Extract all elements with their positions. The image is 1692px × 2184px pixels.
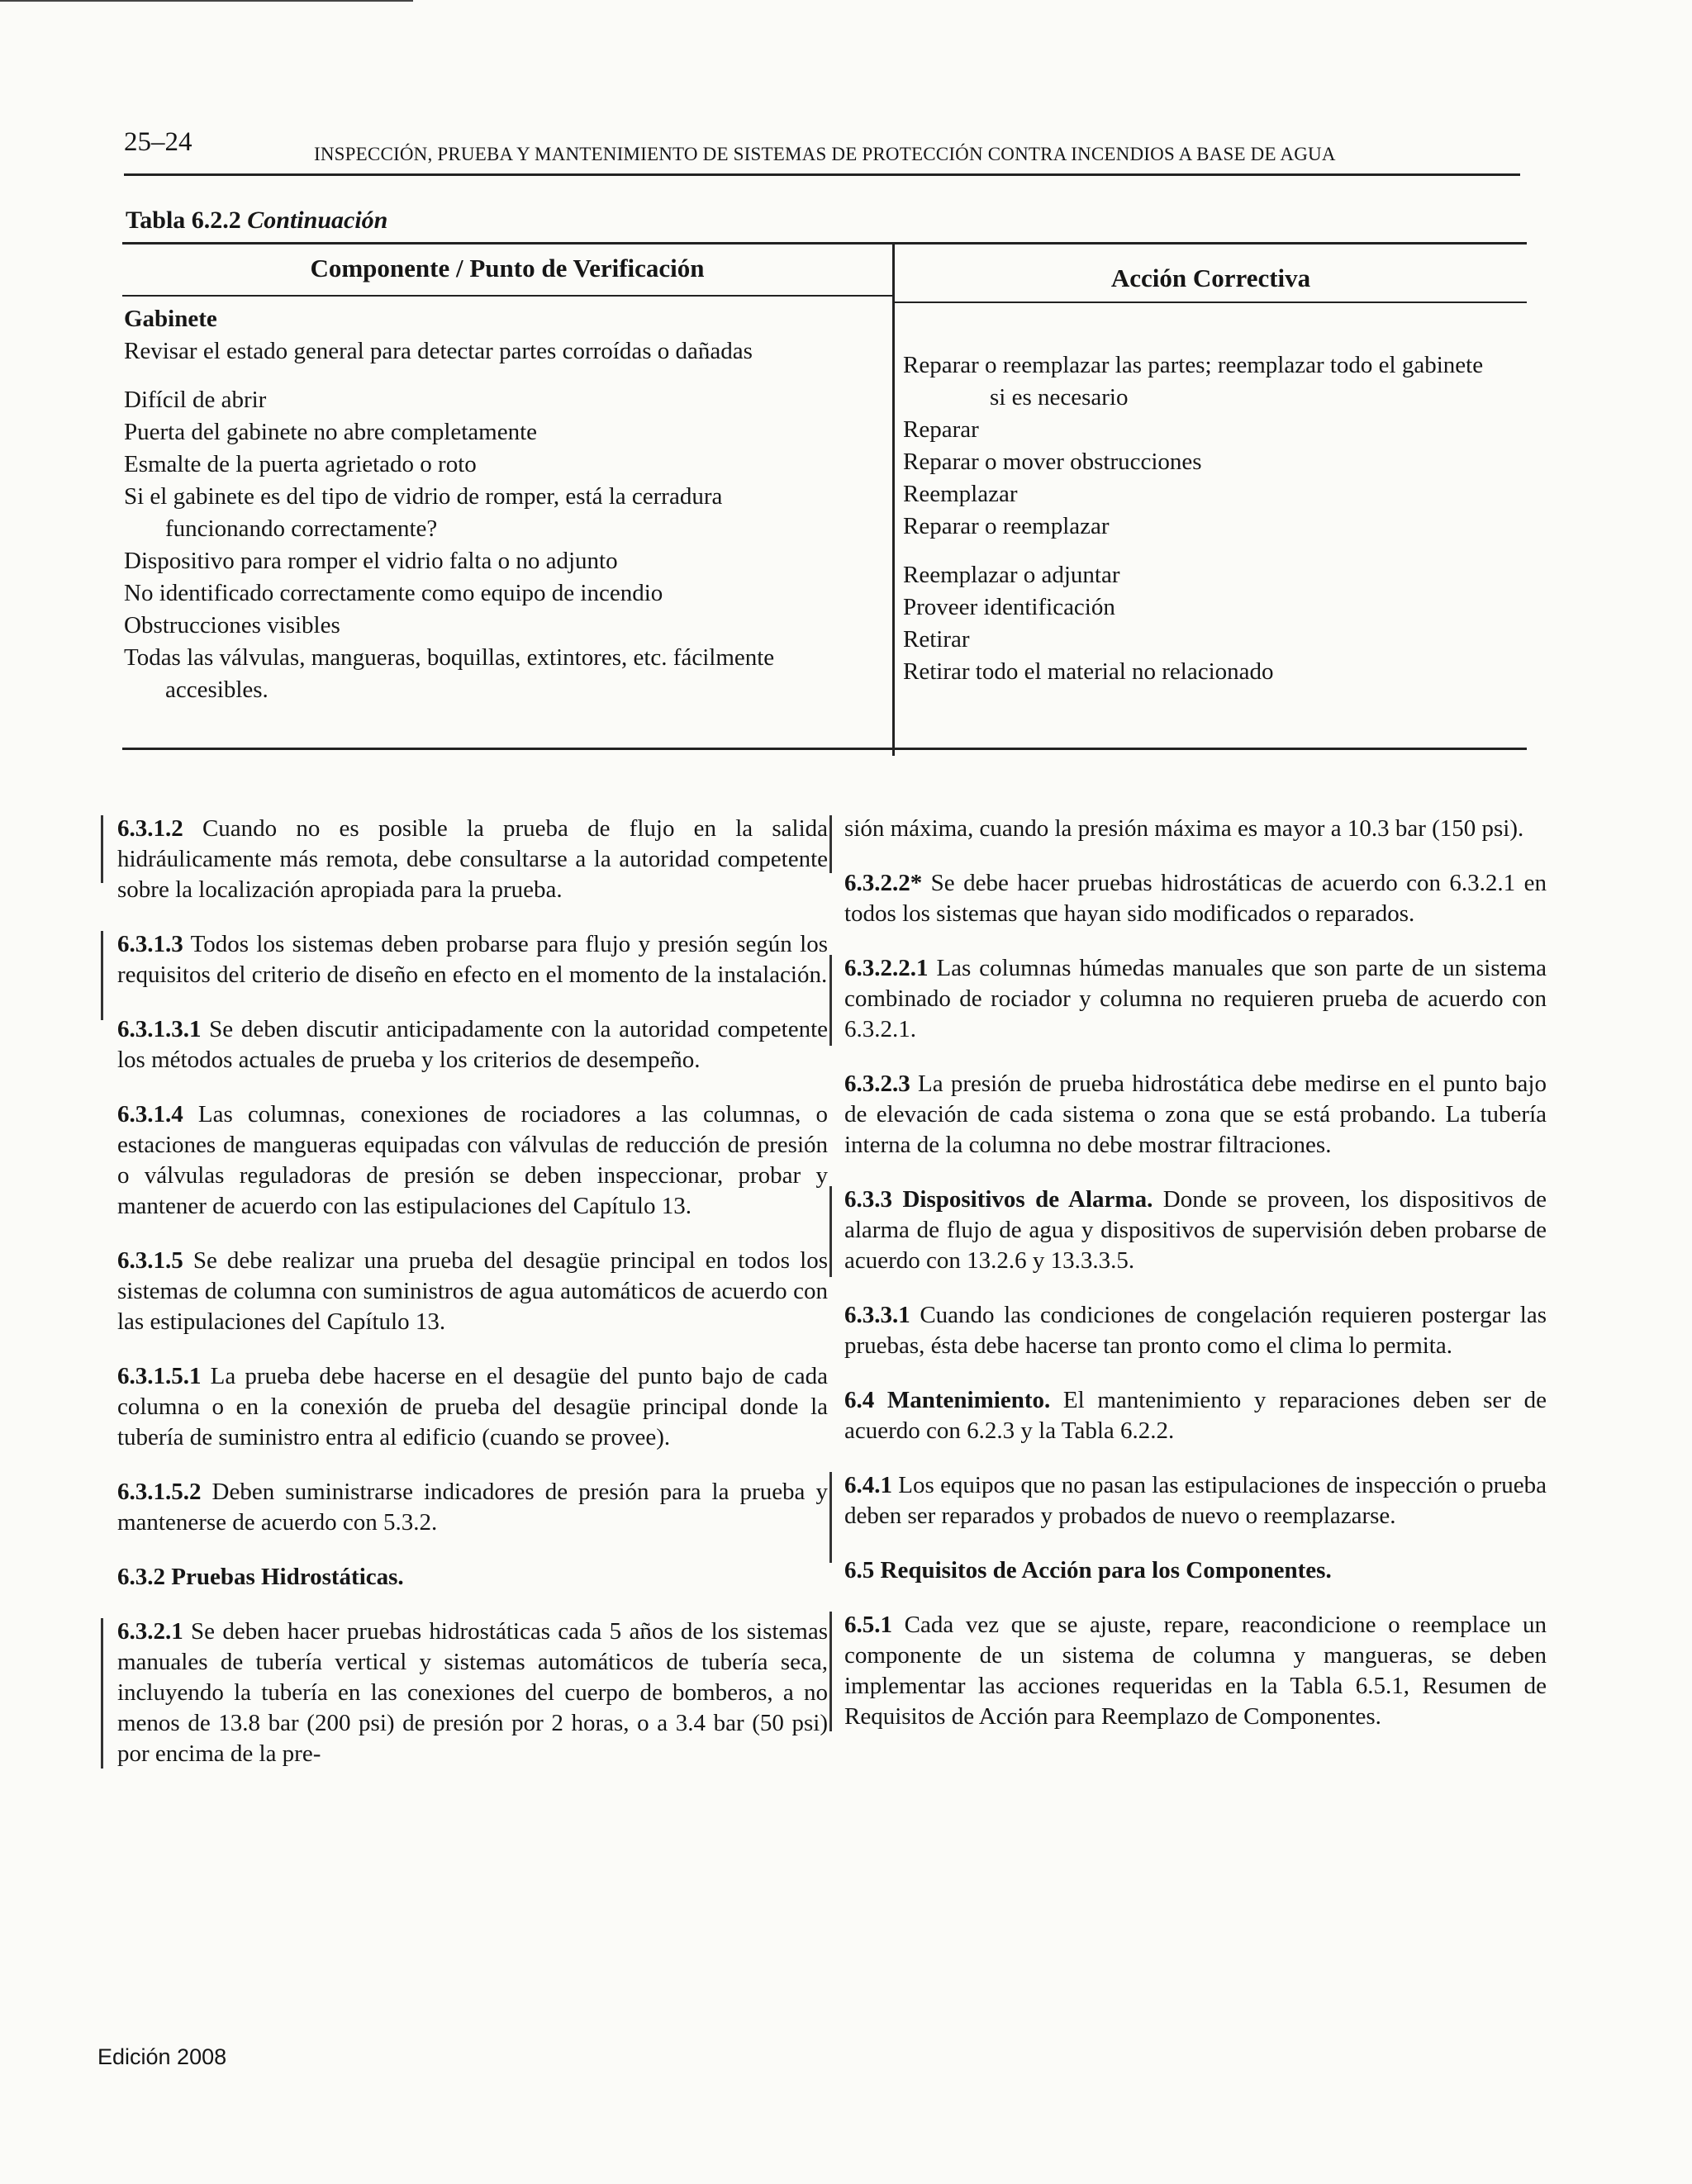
- change-bar: [101, 815, 103, 883]
- table-header-rule-right: [892, 301, 1527, 303]
- component-line: funcionando correctamente?: [165, 515, 438, 542]
- column-header-action: Acción Correctiva: [1110, 264, 1311, 292]
- table-column-divider: [892, 242, 895, 756]
- component-line: Si el gabinete es del tipo de vidrio de romper, está la cerradura: [124, 483, 723, 510]
- action-line: Reparar o reemplazar: [903, 513, 1110, 539]
- change-bar: [829, 1472, 832, 1563]
- edition-footer: Edición 2008: [97, 2044, 227, 2069]
- action-line: Reparar: [903, 416, 979, 443]
- change-bar: [101, 931, 103, 1020]
- paragraph-6-3-3-1: 6.3.3.1 Cuando las condiciones de congelación requieren postergar las pruebas, ésta debe hacerse tan pronto como el clima lo permita.: [844, 1302, 1547, 1359]
- column-header-component: Componente / Punto de Verificación: [310, 254, 705, 282]
- paragraph-6-4-1: 6.4.1 Los equipos que no pasan las estipulaciones de inspección o prueba deben ser reparados y probados de nuevo o reemplazarse.: [844, 1470, 1547, 1531]
- heading-6-3-2: 6.3.2 Pruebas Hidrostáticas.: [117, 1564, 404, 1590]
- action-cell: [903, 349, 1523, 688]
- page-number: 25–24: [124, 127, 192, 157]
- table-title-continuation: Continuación: [247, 207, 388, 234]
- paragraph-6-3-1-4: 6.3.1.4 Las columnas, conexiones de rociadores a las columnas, o estaciones de mangueras equipadas con válvulas de reducción de presión o válvulas reguladoras de presión se deben inspeccionar, probar y mantener de acuerdo con las estipulaciones del Capítulo 13.: [117, 1101, 828, 1219]
- paragraph-6-3-3: 6.3.3 Dispositivos de Alarma. Donde se proveen, los dispositivos de alarma de flujo de agua y dispositivos de supervisión deben probarse de acuerdo con 13.2.6 y 13.3.3.5.: [844, 1185, 1547, 1276]
- left-text-column: [106, 814, 828, 1793]
- change-bar: [829, 955, 832, 1046]
- paragraph-6-3-1-5-2: 6.3.1.5.2 Deben suministrarse indicadores de presión para la prueba y mantenerse de acuerdo con 5.3.2.: [117, 1479, 828, 1536]
- change-bar: [829, 1612, 832, 1731]
- inspection-table: [122, 242, 1527, 756]
- component-line: Dispositivo para romper el vidrio falta o no adjunto: [124, 548, 618, 574]
- action-line: Retirar: [903, 626, 970, 653]
- paragraph-6-3-1-5-1: 6.3.1.5.1 La prueba debe hacerse en el desagüe del punto bajo de cada columna o en la conexión de prueba del desagüe principal donde la tubería de suministro entra al edificio (cuando se provee).: [117, 1363, 828, 1450]
- running-title: INSPECCIÓN, PRUEBA Y MANTENIMIENTO DE SISTEMAS DE PROTECCIÓN CONTRA INCENDIOS A BASE DE AGUA: [314, 144, 1336, 164]
- paragraph-6-3-2-1: 6.3.2.1 Se deben hacer pruebas hidrostáticas cada 5 años de los sistemas manuales de tubería vertical y sistemas automáticos de tubería seca, incluyendo la tubería en las conexiones del cuerpo de bomberos, a no menos de 13.8 bar (200 psi) de presión por 2 horas, o a 3.4 bar (50 psi) por encima de la pre-: [117, 1617, 828, 1769]
- table-header-rule-left: [122, 295, 892, 297]
- component-cell: [124, 303, 888, 706]
- paragraph-6-3-1-3-1: 6.3.1.3.1 Se deben discutir anticipadamente con la autoridad competente los métodos actuales de prueba y los criterios de desempeño.: [117, 1016, 828, 1073]
- action-line: si es necesario: [990, 384, 1129, 411]
- table-title-label: Tabla 6.2.2: [126, 207, 241, 234]
- component-line: accesibles.: [165, 677, 269, 703]
- top-scan-line: [0, 0, 413, 2]
- paragraph-6-3-1-2: 6.3.1.2 Cuando no es posible la prueba de flujo en la salida hidráulicamente más remota, debe consultarse a la autoridad competente sobre la localización apropiada para la prueba.: [117, 814, 828, 905]
- paragraph-continuation: sión máxima, cuando la presión máxima es mayor a 10.3 bar (150 psi).: [844, 814, 1547, 844]
- action-line: Reemplazar: [903, 481, 1018, 507]
- paragraph-6-5-1: 6.5.1 Cada vez que se ajuste, repare, reacondicione o reemplace un componente de un sistema de columna y mangueras, se deben implementar las acciones requeridas en la Tabla 6.5.1, Resumen de Requisitos de Acción para Reemplazo de Componentes.: [844, 1610, 1547, 1732]
- action-line: Reparar o mover obstrucciones: [903, 449, 1202, 475]
- action-line: Reemplazar o adjuntar: [903, 562, 1120, 588]
- paragraph-6-3-2-2: 6.3.2.2* Se debe hacer pruebas hidrostáticas de acuerdo con 6.3.2.1 en todos los sistemas que hayan sido modificados o reparados.: [844, 870, 1547, 927]
- change-bar: [829, 1186, 832, 1277]
- component-line: No identificado correctamente como equipo de incendio: [124, 580, 663, 606]
- component-line: Difícil de abrir: [124, 387, 267, 413]
- paragraph-6-3-1-5: 6.3.1.5 Se debe realizar una prueba del desagüe principal en todos los sistemas de columna con suministros de agua automáticos de acuerdo con las estipulaciones del Capítulo 13.: [117, 1247, 828, 1335]
- component-line: Obstrucciones visibles: [124, 612, 340, 639]
- page-header: [124, 127, 1520, 176]
- action-line: Proveer identificación: [903, 594, 1115, 620]
- component-line: Esmalte de la puerta agrietado o roto: [124, 451, 477, 477]
- paragraph-6-3-2-2-1: 6.3.2.2.1 Las columnas húmedas manuales que son parte de un sistema combinado de rociador y columna no requieren prueba de acuerdo con 6.3.2.1.: [844, 953, 1547, 1045]
- component-line: Todas las válvulas, mangueras, boquillas, extintores, etc. fácilmente: [124, 644, 775, 671]
- paragraph-6-3-1-3: 6.3.1.3 Todos los sistemas deben probarse para flujo y presión según los requisitos del criterio de diseño en efecto en el momento de la instalación.: [117, 929, 828, 990]
- paragraph-6-4: 6.4 Mantenimiento. El mantenimiento y reparaciones deben ser de acuerdo con 6.2.3 y la Tabla 6.2.2.: [844, 1387, 1547, 1444]
- component-line: Puerta del gabinete no abre completamente: [124, 419, 538, 445]
- change-bar: [829, 815, 832, 873]
- paragraph-6-3-2-3: 6.3.2.3 La presión de prueba hidrostática debe medirse en el punto bajo de elevación de cada sistema o zona que se está probando. La tubería interna de la columna no debe mostrar filtraciones.: [844, 1071, 1547, 1158]
- section-gabinete: Gabinete: [124, 306, 217, 332]
- component-line: Revisar el estado general para detectar partes corroídas o dañadas: [124, 338, 753, 364]
- action-line: Retirar todo el material no relacionado: [903, 658, 1274, 685]
- table-top-rule: [122, 242, 1527, 245]
- table-bottom-rule: [122, 748, 1527, 750]
- action-line: Reparar o reemplazar las partes; reemplazar todo el gabinete: [903, 352, 1484, 378]
- change-bar: [101, 1618, 103, 1769]
- right-text-column: [844, 814, 1547, 1756]
- heading-6-5: 6.5 Requisitos de Acción para los Componentes.: [844, 1557, 1332, 1583]
- table-title: [126, 207, 387, 235]
